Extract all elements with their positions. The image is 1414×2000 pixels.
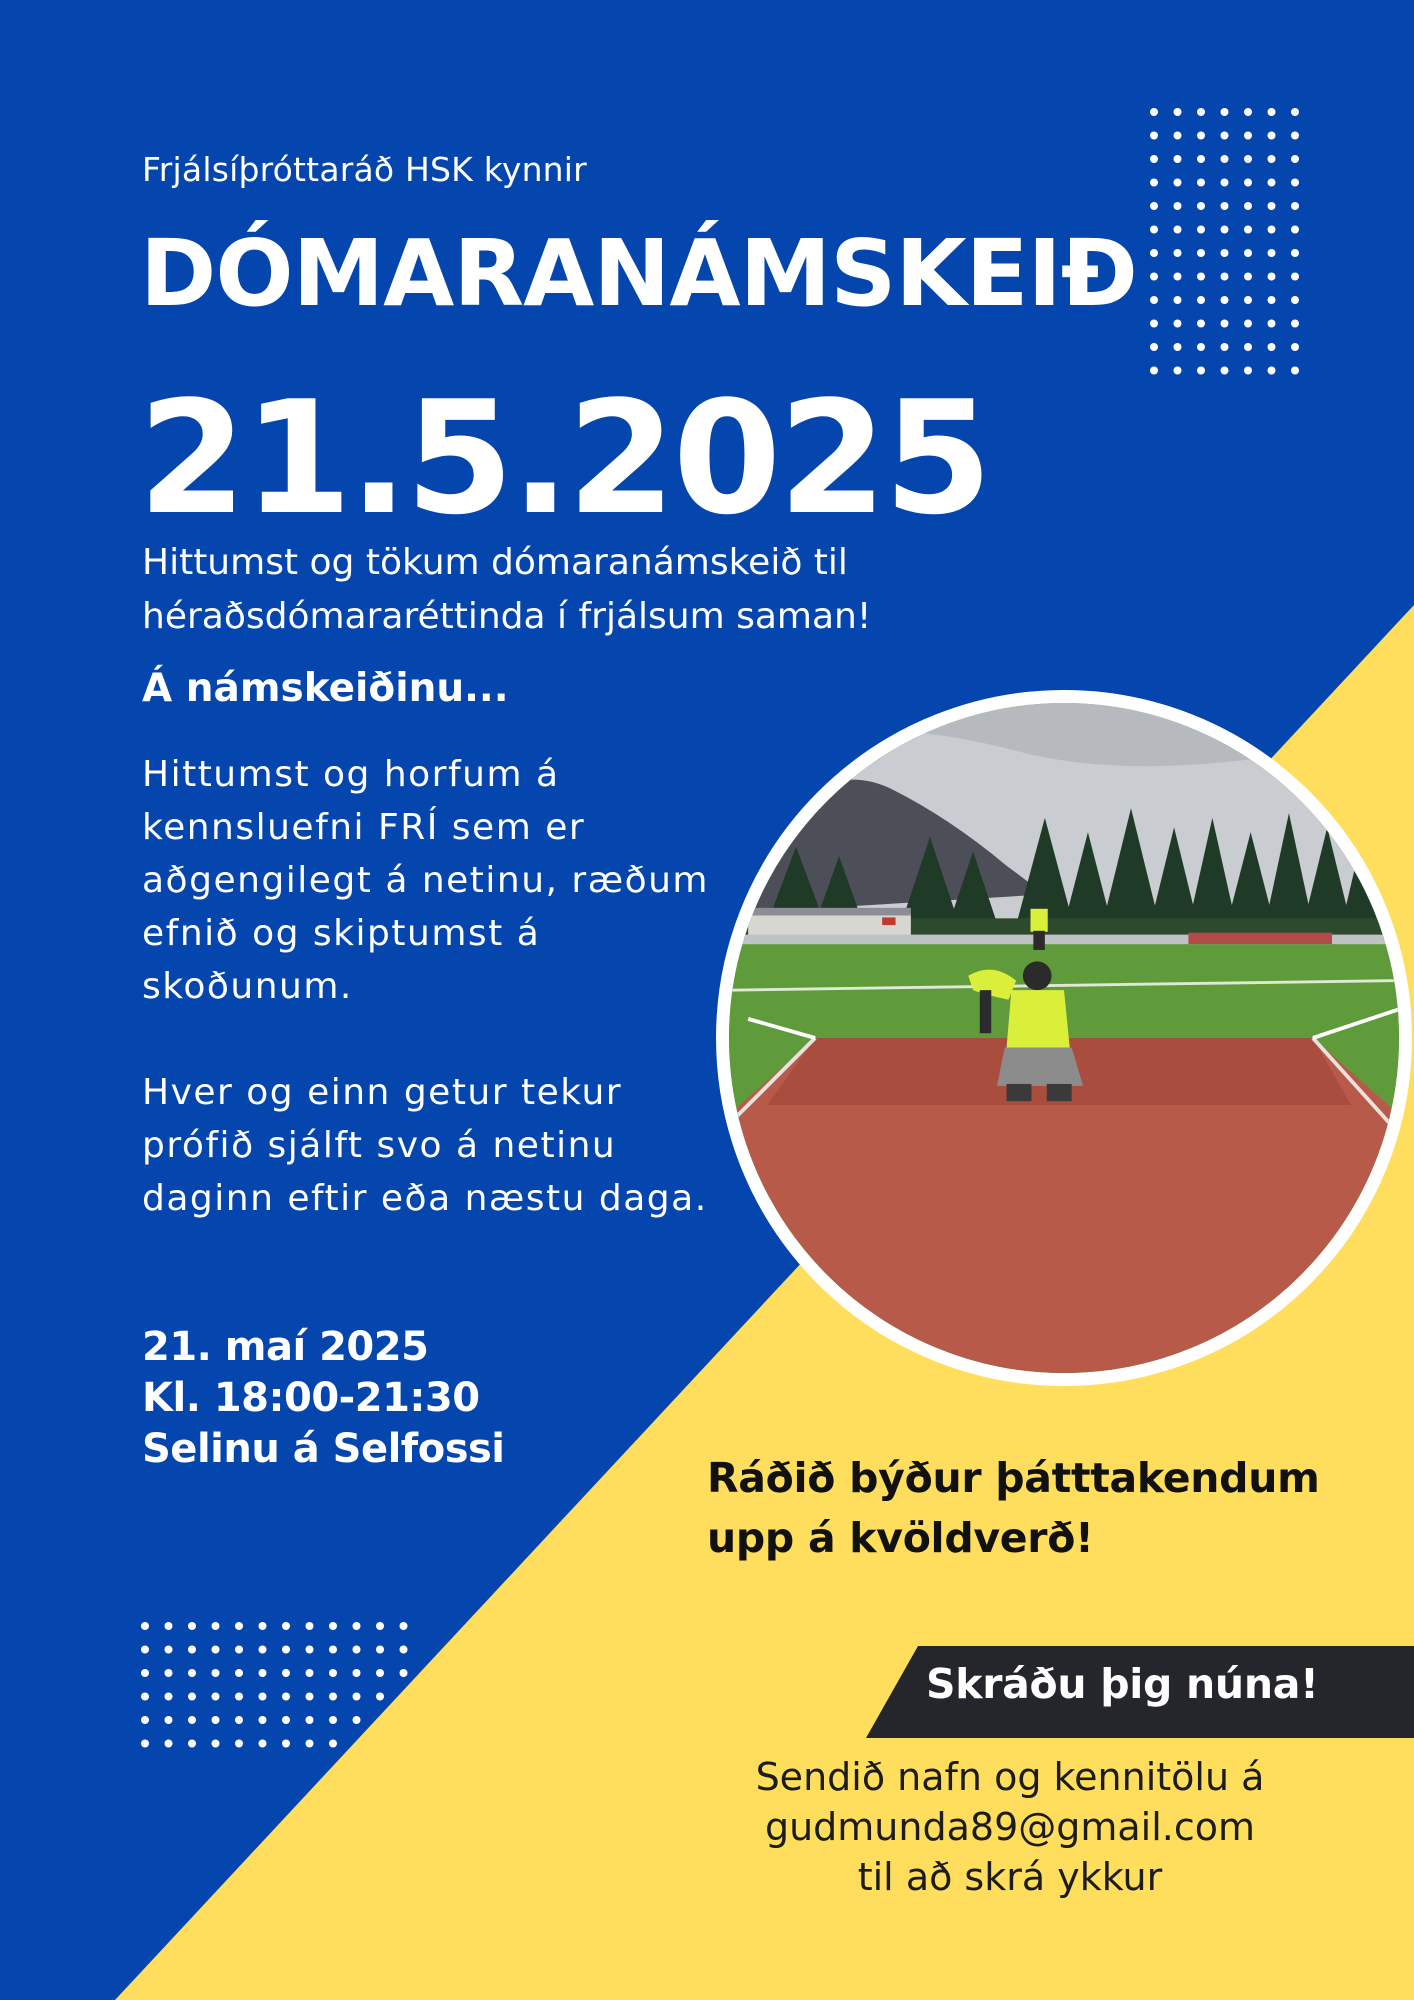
decor-dot (282, 1740, 290, 1748)
decor-dot (329, 1716, 337, 1724)
decor-dot (1244, 155, 1252, 163)
decor-dot (1197, 249, 1205, 257)
contact-email[interactable]: gudmunda89@gmail.com (764, 1805, 1256, 1849)
decor-dot (329, 1740, 337, 1748)
decor-dot (400, 1646, 408, 1654)
decor-dot (1244, 367, 1252, 375)
decor-dot (1291, 320, 1299, 328)
decor-dot (1197, 273, 1205, 281)
decor-dot (235, 1716, 243, 1724)
decor-dot (188, 1716, 196, 1724)
decor-dot (1268, 108, 1276, 116)
decor-dot (212, 1646, 220, 1654)
decor-dot (1291, 108, 1299, 116)
decor-dot (1244, 202, 1252, 210)
decor-dot (329, 1693, 337, 1701)
decor-dot (141, 1740, 149, 1748)
decor-dot (1244, 179, 1252, 187)
decor-dot (1150, 367, 1158, 375)
decor-dot (1221, 367, 1229, 375)
contact-info (700, 1752, 1320, 1902)
decor-dot (1244, 273, 1252, 281)
decor-dot (235, 1740, 243, 1748)
decor-dot (400, 1622, 408, 1630)
intro-text: Hittumst og tökum dómaranámskeið til héraðsdómararéttinda í frjálsum saman! (142, 542, 872, 637)
decor-dot (165, 1716, 173, 1724)
dinner-note: Ráðið býður þátttakendum upp á kvöldverð! (707, 1454, 1320, 1562)
decor-dot (1268, 132, 1276, 140)
description-paragraph-1: Hittumst og horfum á kennsluefni FRÍ sem er aðgengilegt á netinu, ræðum efnið og skiptumst á skoðunum. (142, 754, 709, 1007)
decor-dot (1291, 249, 1299, 257)
decor-dot (1197, 155, 1205, 163)
decor-dot (1174, 343, 1182, 351)
decor-dot (1221, 132, 1229, 140)
decor-dot (259, 1622, 267, 1630)
decor-dot (1221, 343, 1229, 351)
decor-dot (1291, 296, 1299, 304)
decor-dot (1221, 320, 1229, 328)
decor-dot (141, 1669, 149, 1677)
decor-dot (1268, 367, 1276, 375)
decor-dot (1197, 108, 1205, 116)
decor-dot (188, 1693, 196, 1701)
decor-dot (1221, 179, 1229, 187)
decor-dot (1150, 155, 1158, 163)
decor-dot (1291, 179, 1299, 187)
decor-dot (259, 1646, 267, 1654)
decor-dot (188, 1646, 196, 1654)
decor-dot (1221, 296, 1229, 304)
decor-dot (282, 1622, 290, 1630)
decor-dot (1268, 179, 1276, 187)
decor-dot (259, 1740, 267, 1748)
decor-dot (282, 1716, 290, 1724)
decor-dot (141, 1693, 149, 1701)
decor-dot (259, 1716, 267, 1724)
event-date-large: 21.5.2025 (138, 367, 990, 549)
decor-dot (1221, 202, 1229, 210)
decor-dot (1291, 226, 1299, 234)
decor-dot (1174, 108, 1182, 116)
decor-dot (165, 1693, 173, 1701)
decor-dot (282, 1646, 290, 1654)
decor-dot (329, 1669, 337, 1677)
decor-dot (1174, 226, 1182, 234)
decor-dot (1221, 249, 1229, 257)
decor-dot (1197, 367, 1205, 375)
decor-dot (259, 1669, 267, 1677)
decor-dot (1197, 202, 1205, 210)
decor-dot (212, 1740, 220, 1748)
decor-dot (1244, 132, 1252, 140)
decor-dot (141, 1622, 149, 1630)
event-photo (716, 690, 1412, 1386)
decor-dot (1291, 202, 1299, 210)
decor-dot (306, 1646, 314, 1654)
decor-dot (1291, 343, 1299, 351)
decor-dot (1150, 132, 1158, 140)
decor-dot (1174, 132, 1182, 140)
decor-dot (1174, 320, 1182, 328)
decor-dot (1268, 343, 1276, 351)
decor-dot (353, 1622, 361, 1630)
decor-dot (1291, 273, 1299, 281)
decor-dot (1268, 202, 1276, 210)
decor-dot (165, 1669, 173, 1677)
decor-dot (1268, 320, 1276, 328)
decor-dot (1197, 179, 1205, 187)
decor-dot (1268, 296, 1276, 304)
decor-dot (1150, 202, 1158, 210)
decor-dot (1150, 343, 1158, 351)
decor-dot (235, 1669, 243, 1677)
decor-dot (1197, 343, 1205, 351)
decor-dot (1244, 343, 1252, 351)
decor-dot (235, 1693, 243, 1701)
decor-dot (1174, 367, 1182, 375)
decor-dot (376, 1646, 384, 1654)
decor-dot (1197, 320, 1205, 328)
decor-dot (212, 1693, 220, 1701)
decor-dot (353, 1669, 361, 1677)
decor-dot (1221, 226, 1229, 234)
decor-dot (376, 1669, 384, 1677)
decor-dot (306, 1693, 314, 1701)
decor-dot (235, 1622, 243, 1630)
decor-dot (1150, 320, 1158, 328)
decor-dot (376, 1622, 384, 1630)
presenter-line: Frjálsíþróttaráð HSK kynnir (142, 150, 587, 189)
description-paragraph-2: Hver og einn getur tekur prófið sjálft svo á netinu daginn eftir eða næstu daga. (142, 1072, 708, 1219)
decor-dot (306, 1622, 314, 1630)
decor-dot (353, 1693, 361, 1701)
decor-dot (1150, 179, 1158, 187)
decor-dot (282, 1669, 290, 1677)
decor-dot (1244, 226, 1252, 234)
decor-dot (235, 1646, 243, 1654)
decor-dot (329, 1622, 337, 1630)
decor-dot (212, 1669, 220, 1677)
decor-dot (1244, 249, 1252, 257)
contact-line-1: Sendið nafn og kennitölu á (755, 1755, 1265, 1799)
course-description (142, 748, 722, 1278)
decor-dot (329, 1646, 337, 1654)
decor-dot (188, 1622, 196, 1630)
decor-dot (1221, 155, 1229, 163)
decor-dot (1150, 296, 1158, 304)
decor-dot (306, 1716, 314, 1724)
decor-dot (141, 1716, 149, 1724)
event-time: Kl. 18:00-21:30 (142, 1375, 480, 1421)
decor-dot (1268, 155, 1276, 163)
decor-dot (1221, 108, 1229, 116)
decor-dot (1244, 108, 1252, 116)
decor-dot (353, 1716, 361, 1724)
decor-dot (1174, 179, 1182, 187)
decor-dot (141, 1646, 149, 1654)
decor-dot (1221, 273, 1229, 281)
decor-dot (1174, 273, 1182, 281)
decor-dot (306, 1740, 314, 1748)
decor-dot (165, 1622, 173, 1630)
decor-dot (1291, 132, 1299, 140)
page-title: DÓMARANÁMSKEIÐ (140, 220, 1137, 327)
decor-dot (1244, 296, 1252, 304)
decor-dot (400, 1669, 408, 1677)
event-date: 21. maí 2025 (142, 1324, 429, 1370)
decor-dot (1197, 226, 1205, 234)
contact-line-3: til að skrá ykkur (857, 1855, 1163, 1899)
event-location: Selinu á Selfossi (142, 1426, 505, 1472)
decor-dot (1174, 249, 1182, 257)
decor-dot (1244, 320, 1252, 328)
decor-dot (1268, 226, 1276, 234)
decor-dot (1268, 249, 1276, 257)
decor-dot (188, 1669, 196, 1677)
decor-dot (165, 1646, 173, 1654)
decor-dot (1150, 108, 1158, 116)
decor-dot (1174, 296, 1182, 304)
decor-dot (376, 1693, 384, 1701)
decor-dot (353, 1646, 361, 1654)
decor-dot (1291, 155, 1299, 163)
decor-dot (1150, 249, 1158, 257)
decor-dot (282, 1693, 290, 1701)
decor-dot (306, 1669, 314, 1677)
decor-dot (1174, 155, 1182, 163)
decor-dot (165, 1740, 173, 1748)
event-details (142, 1322, 505, 1475)
decor-dot (1150, 273, 1158, 281)
register-call-to-action[interactable]: Skráðu þig núna! (926, 1660, 1319, 1708)
decor-dot (212, 1716, 220, 1724)
decor-dot (1174, 202, 1182, 210)
decor-dot (1197, 132, 1205, 140)
decor-dot (1268, 273, 1276, 281)
decor-dot (1291, 367, 1299, 375)
decor-dot (1150, 226, 1158, 234)
decor-dot (212, 1622, 220, 1630)
decor-dot (1197, 296, 1205, 304)
course-heading: Á námskeiðinu... (142, 666, 509, 711)
decor-dot (188, 1740, 196, 1748)
decor-dot (259, 1693, 267, 1701)
